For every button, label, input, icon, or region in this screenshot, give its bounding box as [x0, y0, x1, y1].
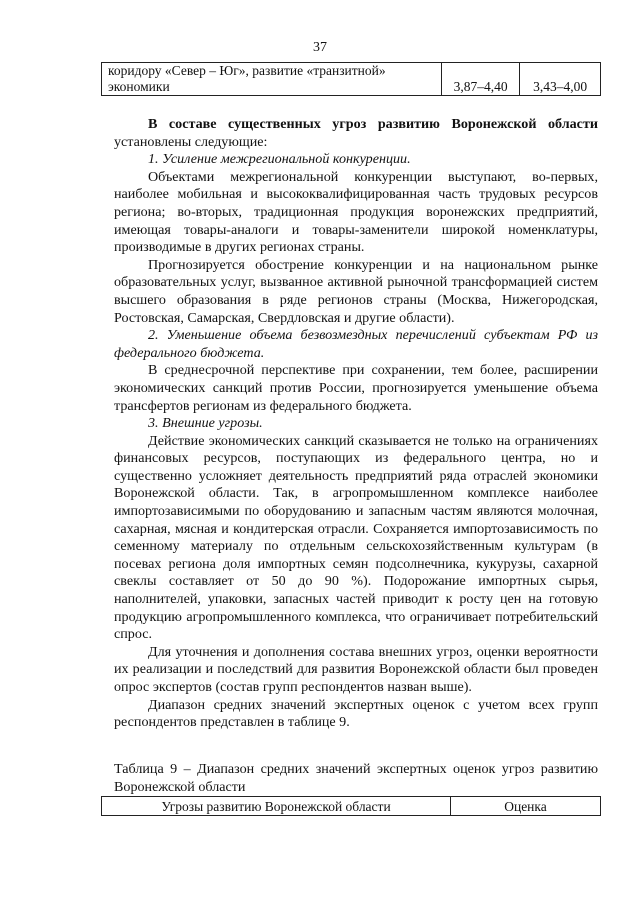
- threat2-title: 2. Уменьшение объема безвозмездных перечислений субъектам РФ из федерального бюджета.: [114, 327, 598, 361]
- page-number: 37: [313, 40, 327, 55]
- table-row: [102, 63, 601, 96]
- table-cell-threat: [102, 63, 442, 96]
- table-header-row: [102, 797, 601, 816]
- table-9: [101, 796, 601, 816]
- paragraph-3: В среднесрочной перспективе при сохранении, тем более, расширении экономических санкций против России, прогнозируется уменьшение объема трансфертов регионам из федерального бюджета.: [114, 362, 598, 414]
- section-heading: [114, 116, 598, 151]
- paragraph-6: Диапазон средних значений экспертных оценок с учетом всех групп респондентов представлен в таблице 9.: [114, 696, 598, 731]
- table-caption: Таблица 9 – Диапазон средних значений экспертных оценок угроз развитию Воронежской области: [114, 761, 598, 795]
- threat1-title: 1. Усиление межрегиональной конкуренции.: [148, 151, 411, 168]
- threat-text-line2: экономики: [108, 79, 170, 94]
- table-cell-value2: 3,43–4,00: [520, 63, 601, 96]
- paragraph-2: Прогнозируется обострение конкуренции и на национальном рынке образовательных услуг, вызванное активной рыночной трансформацией систем высшего образования в ряде регионов страны (Москва, Нижегородская, Ростовская, Самарская, Свердловская и другие области).: [114, 256, 598, 326]
- paragraph-5: Для уточнения и дополнения состава внешних угроз, оценки вероятности их реализации и последствий для развития Воронежской области был проведен опрос экспертов (состав групп респондентов назван выше).: [114, 643, 598, 695]
- continued-table: [101, 62, 601, 96]
- header-score: Оценка: [451, 797, 601, 816]
- paragraph-1: Объектами межрегиональной конкуренции выступают, во-первых, наиболее мобильная и высококвалифицированная часть трудовых ресурсов региона; во-вторых, традиционная продукция воронежских предприятий, имеющая товары-аналоги и товары-заменители широкой номенклатуры, производимые в других регионах страны.: [114, 168, 598, 256]
- paragraph-4: Действие экономических санкций сказывается не только на ограничениях финансовых ресурсов, поступающих из федерального центра, но и существенно усложняет деятельность предприятий ряда отраслей экономики Воронежской области. Так, в агропромышленном комплексе наиболее импортозависимыми по оборудованию и запасным частям являются молочная, сахарная, мясная и кондитерская отрасли. Сохраняется импортозависимость по семенному материалу по отдельным сельскохозяйственным культурам (в посевах региона доля импортных семян подсолнечника, кукурузы, сахарной свеклы составляет от 50 до 90 %). Подорожание импортных сырья, наполнителей, упаковки, запасных частей приводит к росту цен на готовую продукцию агропромышленного комплекса, что ограничивает потребительский спрос.: [114, 432, 598, 643]
- heading-bold: В составе существенных угроз развитию Воронежской области: [148, 116, 598, 132]
- threat3-title: 3. Внешние угрозы.: [148, 415, 263, 432]
- heading-rest: установлены следующие:: [114, 133, 268, 150]
- header-threats: Угрозы развитию Воронежской области: [102, 797, 451, 816]
- threat-text-line1: коридору «Север – Юг», развитие «транзитной»: [108, 63, 386, 78]
- table-cell-value1: 3,87–4,40: [441, 63, 520, 96]
- main-text: [114, 116, 598, 732]
